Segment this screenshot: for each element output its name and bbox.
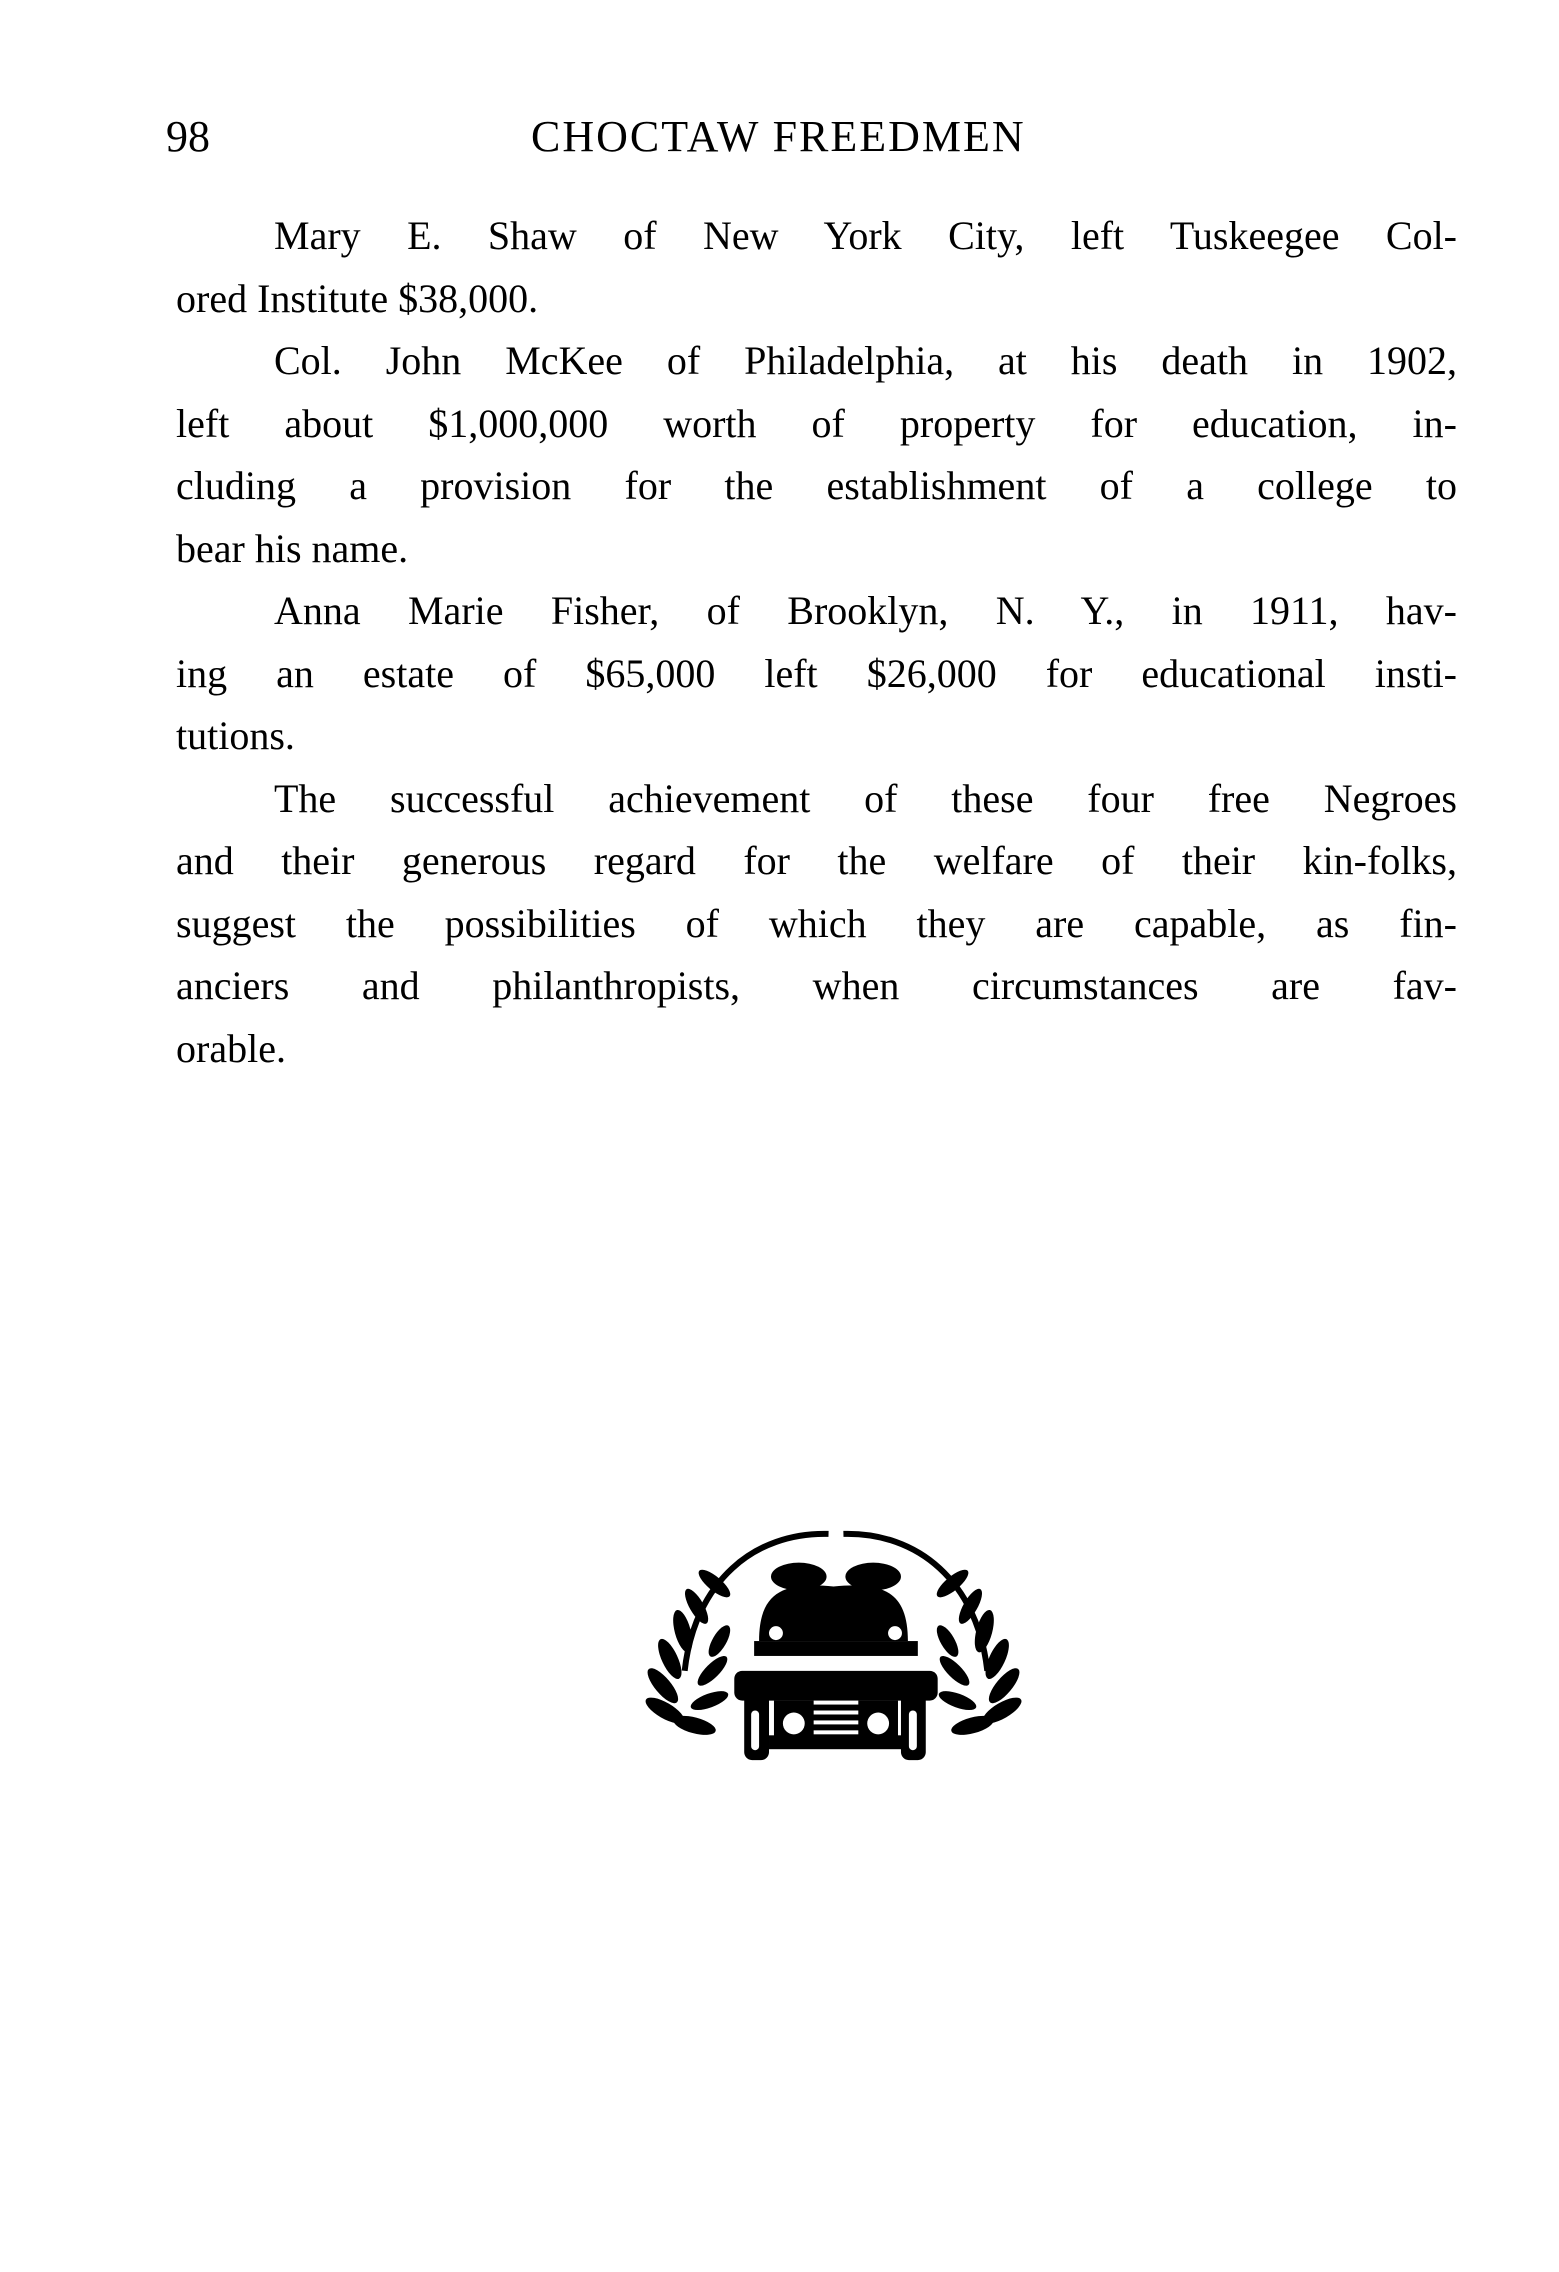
text-line: and their generous regard for the welfare of their kin-folks, <box>176 838 1457 883</box>
text-line: bear his name. <box>176 525 409 571</box>
page-number: 98 <box>166 112 210 161</box>
text-line: left about $1,000,000 worth of property for education, in- <box>176 400 1457 446</box>
text-line: orable. <box>176 1025 286 1071</box>
body-text <box>176 205 1457 1080</box>
text-line: Mary E. Shaw of New York City, left Tuskeegee Col- <box>274 213 1457 258</box>
text-line: anciers and philanthropists, when circumstances are fav- <box>176 963 1457 1008</box>
running-title: CHOCTAW FREEDMEN <box>531 112 1026 161</box>
text-line: Col. John McKee of Philadelphia, at his death in 1902, <box>274 338 1457 383</box>
text-line: Anna Marie Fisher, of Brooklyn, N. Y., in 1911, hav- <box>274 588 1457 633</box>
text-line: ored Institute $38,000. <box>176 275 539 321</box>
automobile-laurel-wreath-icon <box>635 1522 1032 1775</box>
text-line: tutions. <box>176 713 295 758</box>
text-line: ing an estate of $65,000 left $26,000 for educational insti- <box>176 650 1457 696</box>
text-line: The successful achievement of these four free Negroes <box>274 775 1457 821</box>
text-line: cluding a provision for the establishment of a college to <box>176 463 1457 508</box>
text-line: suggest the possibilities of which they are capable, as fin- <box>176 900 1457 946</box>
